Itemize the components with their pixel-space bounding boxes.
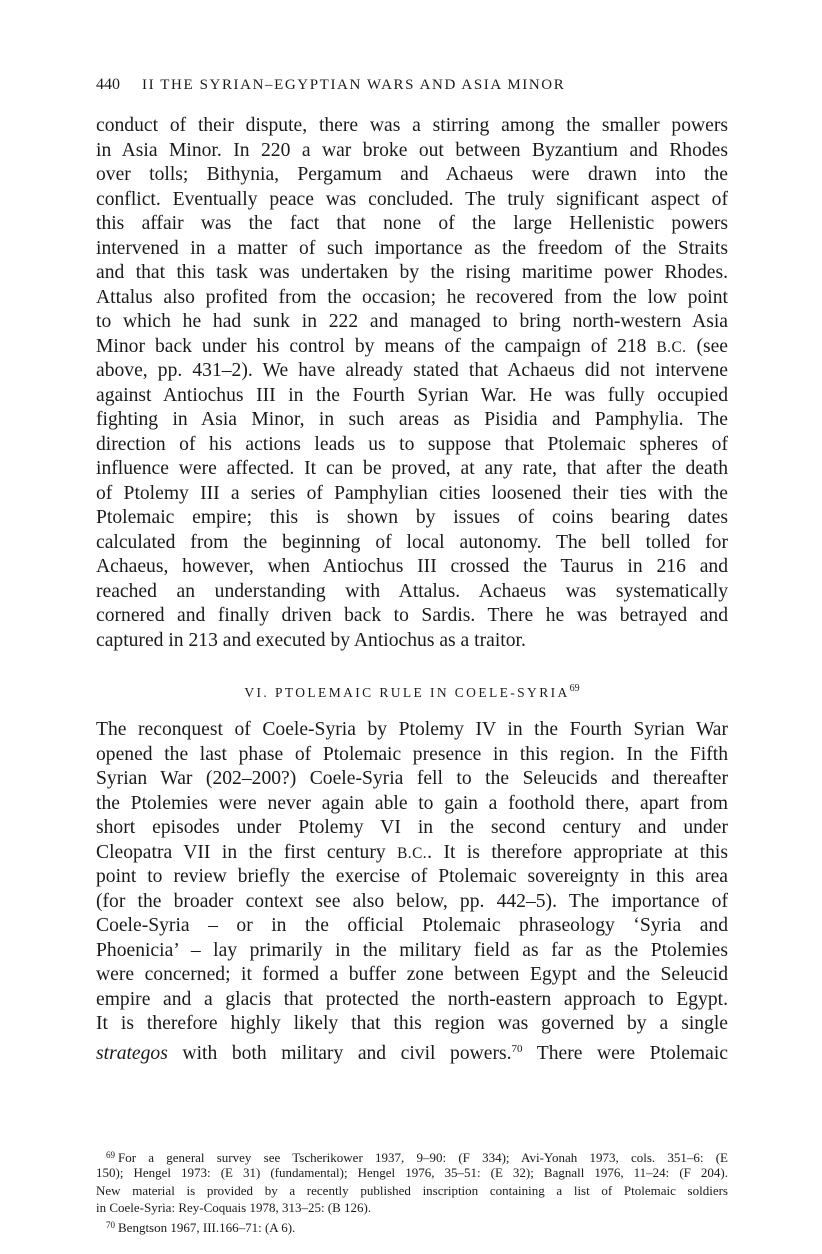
text-line: influence were affected. It can be proved, at any rate, that after the death: [96, 458, 728, 479]
text-line: (for the broader context see also below, pp. 442–5). The importance of: [96, 890, 728, 912]
page-number: 440: [96, 76, 120, 93]
footnote-line: New material is provided by a recently published inscription containing a list of Ptolemaic soldiers: [96, 1182, 728, 1198]
text-line: It is therefore highly likely that this region was governed by a single: [96, 1013, 728, 1034]
text-line: [96, 1037, 728, 1062]
running-header: [96, 76, 736, 94]
text-line: were concerned; it formed a buffer zone between Egypt and the Seleucid: [96, 964, 728, 985]
text-line: [96, 841, 728, 866]
text-line: point to review briefly the exercise of Ptolemaic sovereignty in this area: [96, 866, 728, 887]
text-line: against Antiochus III in the Fourth Syrian War. He was fully occupied: [96, 384, 728, 406]
footnote-text: Bengtson 1967, III.166–71: (A 6).: [118, 1219, 296, 1235]
text-line: captured in 213 and executed by Antiochus as a traitor.: [96, 629, 526, 651]
section-title: VI. PTOLEMAIC RULE IN COELE-SYRIA: [244, 685, 570, 700]
text-segment: There were Ptolemaic: [522, 1042, 728, 1064]
text-segment: . It is therefore appropriate at this: [427, 841, 728, 863]
text-segment: Minor back under his control by means of the campaign of 218: [96, 335, 647, 357]
text-line: opened the last phase of Ptolemaic presence in this region. In the Fifth: [96, 743, 728, 765]
text-line: Coele-Syria – or in the official Ptolemaic phraseology ‘Syria and: [96, 915, 728, 936]
text-line: and that this task was undertaken by the rising maritime power Rhodes.: [96, 262, 728, 283]
footnote-line: in Coele-Syria: Rey-Coquais 1978, 313–25: (B 126).: [96, 1200, 372, 1216]
text-line: conduct of their dispute, there was a stirring among the smaller powers: [96, 115, 728, 136]
section-heading: [96, 683, 728, 701]
text-segment: with both military and civil powers.: [167, 1042, 512, 1064]
italic-term: strategos: [96, 1042, 168, 1064]
text-line: direction of his actions leads us to suppose that Ptolemaic spheres of: [96, 433, 728, 455]
text-line: this affair was the fact that none of the large Hellenistic powers: [96, 213, 728, 234]
footnote: [96, 1217, 728, 1234]
text-line: cornered and finally driven back to Sardis. There he was betrayed and: [96, 605, 728, 626]
text-line: Ptolemaic empire; this is shown by issues of coins bearing dates: [96, 507, 728, 528]
footnote-text: For a general survey see Tscherikower 1937, 9–90: (F 334); Avi-Yonah 1973, cols. 351–6: (E: [118, 1150, 728, 1165]
text-line: reached an understanding with Attalus. Achaeus was systematically: [96, 580, 728, 602]
era-abbrev: B.C.: [656, 338, 687, 356]
footnotes: [96, 1147, 728, 1234]
paragraph-2: [96, 718, 728, 1064]
footnote-ref[interactable]: 70: [511, 1042, 523, 1055]
text-line: over tolls; Bithynia, Pergamum and Achaeus were drawn into the: [96, 164, 728, 185]
text-line: of Ptolemy III a series of Pamphylian cities loosened their ties with the: [96, 482, 728, 504]
text-line: [96, 335, 728, 360]
text-line: empire and a glacis that protected the north-eastern approach to Egypt.: [96, 988, 728, 1010]
text-line: in Asia Minor. In 220 a war broke out between Byzantium and Rhodes: [96, 139, 728, 161]
text-line: calculated from the beginning of local autonomy. The bell tolled for: [96, 531, 728, 553]
text-line: Attalus also profited from the occasion; he recovered from the low point: [96, 286, 728, 308]
era-abbrev: B.C.: [397, 844, 428, 862]
text-line: fighting in Asia Minor, in such areas as Pisidia and Pamphylia. The: [96, 409, 728, 430]
text-segment: (see: [696, 335, 728, 357]
running-title: II THE SYRIAN–EGYPTIAN WARS AND ASIA MINOR: [142, 77, 566, 93]
footnote-line: 150); Hengel 1973: (E 31) (fundamental); Hengel 1976, 35–51: (E 32); Bagnall 1976, 11–24: (F 204).: [96, 1165, 728, 1181]
text-line: to which he had sunk in 222 and managed to bring north-western Asia: [96, 311, 728, 332]
text-line: The reconquest of Coele-Syria by Ptolemy IV in the Fourth Syrian War: [96, 719, 728, 740]
footnote-ref[interactable]: 69: [569, 683, 580, 694]
footnote-number: 70: [106, 1219, 115, 1230]
footnote-number: 69: [106, 1150, 115, 1160]
text-line: Phoenicia’ – lay primarily in the military field as far as the Ptolemies: [96, 939, 728, 961]
footnote: [96, 1147, 728, 1164]
text-line: Achaeus, however, when Antiochus III crossed the Taurus in 216 and: [96, 556, 728, 577]
text-segment: Cleopatra VII in the first century: [96, 841, 386, 863]
text-line: intervened in a matter of such importance as the freedom of the Straits: [96, 237, 728, 259]
text-line: conflict. Eventually peace was concluded. The truly significant aspect of: [96, 188, 728, 210]
text-line: short episodes under Ptolemy VI in the second century and under: [96, 817, 728, 838]
text-line: the Ptolemies were never again able to gain a foothold there, apart from: [96, 792, 728, 814]
text-line: above, pp. 431–2). We have already stated that Achaeus did not intervene: [96, 360, 728, 381]
text-line: Syrian War (202–200?) Coele-Syria fell to the Seleucids and thereafter: [96, 768, 728, 789]
paragraph-1: [96, 114, 728, 653]
